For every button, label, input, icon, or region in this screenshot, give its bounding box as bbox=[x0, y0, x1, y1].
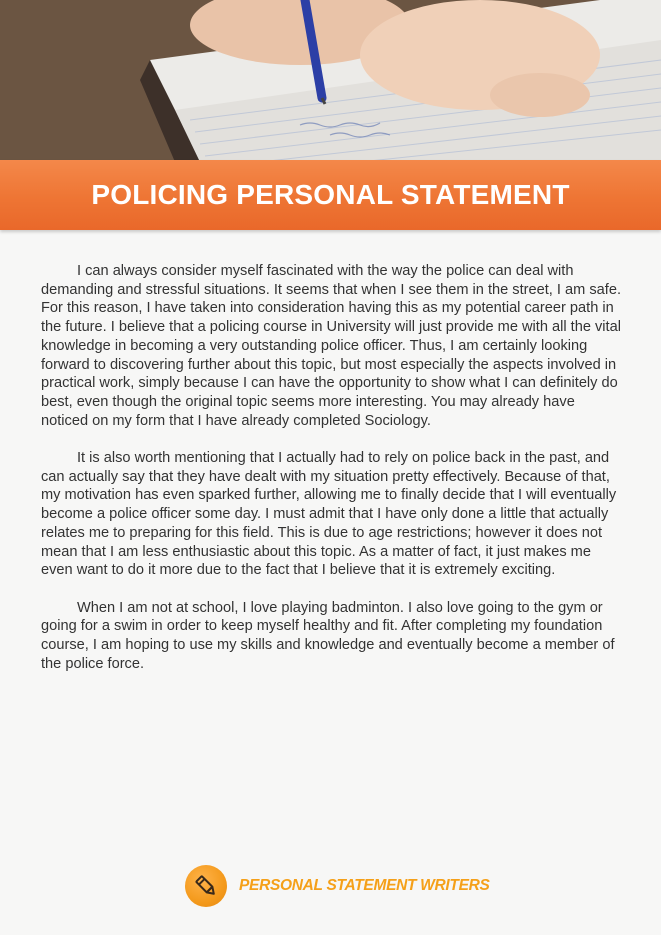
title-banner bbox=[0, 160, 661, 230]
brand-name: PERSONAL STATEMENT WRITERS bbox=[239, 877, 490, 894]
paragraph: It is also worth mentioning that I actually had to rely on police back in the past, and can actually say that they have dealt with my situation pretty effectively. Because of that, my motivation has even sparked further, allowing me to finally decide that I will eventually become a police officer some day. I must admit that I have only done a little that actually relates me to preparing for this field. This is due to age restrictions; however it does not mean that I am less enthusiastic about this topic. As a matter of fact, it just makes me even want to do it more due to the fact that I believe that it is extremely exciting. bbox=[41, 450, 617, 579]
page-title: POLICING PERSONAL STATEMENT bbox=[91, 179, 570, 210]
footer-brand bbox=[185, 864, 490, 908]
paragraph: I can always consider myself fascinated with the way the police can deal with demanding and stressful situations. It seems that when I see them in the street, I am safe. For this reason, I have taken into consideration having this as my potential career path in the future. I believe that a policing course in University will just provide me with all the vital knowledge in becoming a very outstanding police officer. Thus, I am certainly looking forward to discovering further about this topic, but most especially the aspects involved in practical work, simply because I can have the opportunity to show what I can definitely do best, even though the original topic seems more interesting. You may already have noticed on my form that I have already completed Sociology. bbox=[41, 263, 621, 429]
hero-illustration bbox=[0, 0, 661, 162]
paragraph: When I am not at school, I love playing badminton. I also love going to the gym or going for a swim in order to keep myself healthy and fit. After completing my foundation course, I am hoping to use my skills and knowledge and eventually become a member of the police force. bbox=[41, 599, 615, 672]
hero-image-writing-hand bbox=[0, 0, 661, 162]
pencil-icon bbox=[185, 865, 227, 907]
statement-body bbox=[41, 262, 621, 692]
